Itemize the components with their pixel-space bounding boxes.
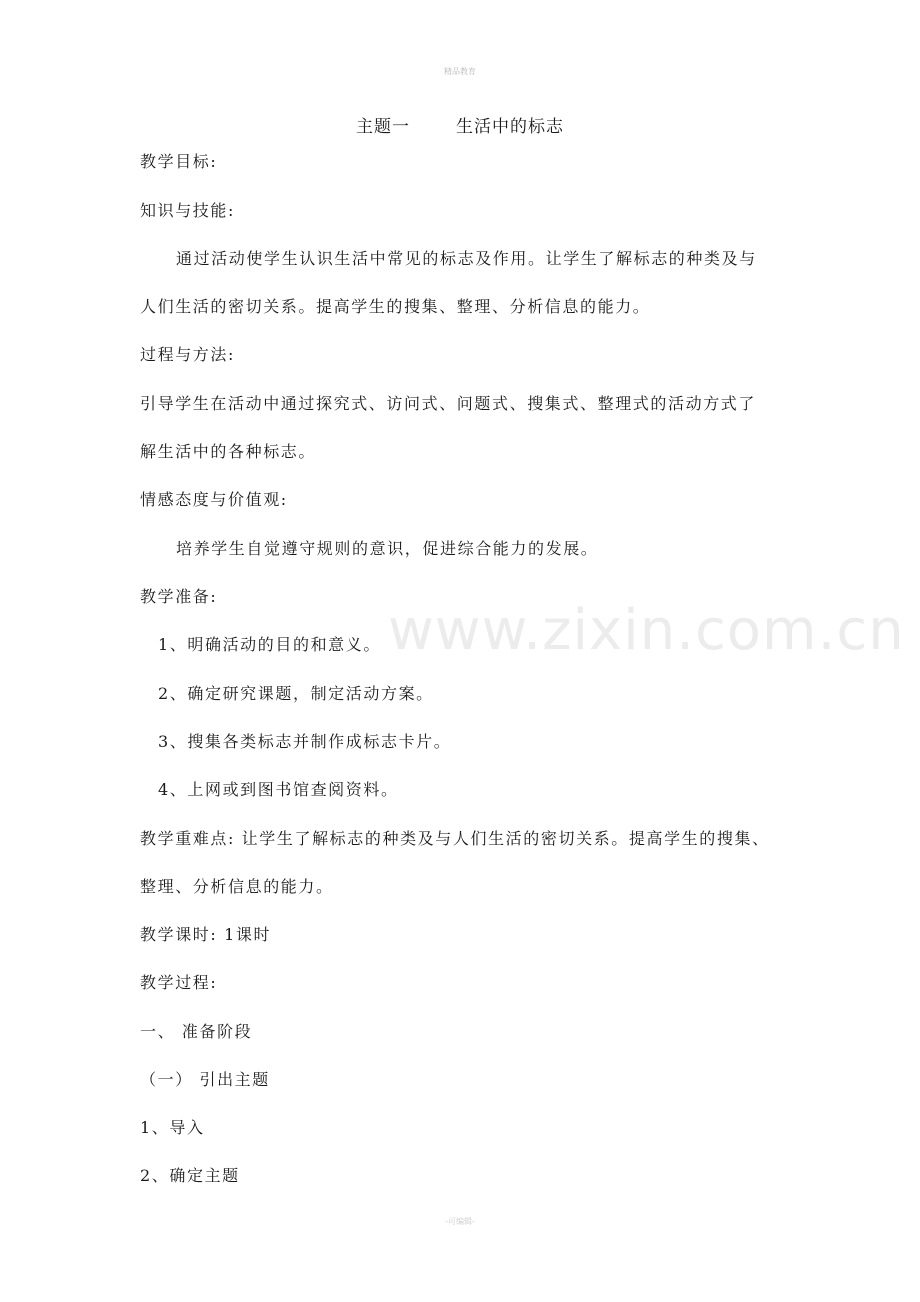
watermark: www.zixin.com.cn [388, 598, 905, 663]
heading-class-hours: 教学课时: 1课时 [140, 925, 272, 944]
paragraph-line: 通过活动使学生认识生活中常见的标志及作用。让学生了解标志的种类及与 [176, 249, 757, 268]
heading-attitude-values: 情感态度与价值观: [140, 490, 288, 509]
heading-knowledge-skills: 知识与技能: [140, 201, 235, 220]
list-item: 3、搜集各类标志并制作成标志卡片。 [158, 732, 452, 751]
list-item: 2、确定主题 [140, 1166, 240, 1185]
title-part-1: 主题一 [356, 117, 410, 137]
paragraph-line: 解生活中的各种标志。 [140, 442, 317, 461]
paragraph-line: 引导学生在活动中通过探究式、访问式、问题式、搜集式、整理式的活动方式了 [140, 394, 757, 413]
heading-teaching-goals: 教学目标: [140, 152, 218, 171]
paragraph-line: 整理、分析信息的能力。 [140, 877, 334, 896]
list-item: 4、上网或到图书馆查阅资料。 [158, 780, 399, 799]
list-item: 1、明确活动的目的和意义。 [158, 635, 381, 654]
title-part-2: 生活中的标志 [456, 117, 564, 137]
page-header: 精品教育 [444, 67, 476, 76]
paragraph-line: 人们生活的密切关系。提高学生的搜集、整理、分析信息的能力。 [140, 297, 651, 316]
heading-process-method: 过程与方法: [140, 345, 235, 364]
document-title [0, 112, 920, 137]
subsection-heading: （一） 引出主题 [140, 1070, 270, 1089]
heading-teaching-prep: 教学准备: [140, 587, 218, 606]
page-footer: -可编辑- [445, 1217, 475, 1226]
heading-teaching-process: 教学过程: [140, 973, 218, 992]
list-item: 1、导入 [140, 1118, 205, 1137]
paragraph-line: 教学重难点: 让学生了解标志的种类及与人们生活的密切关系。提高学生的搜集、 [140, 829, 770, 848]
section-heading: 一、 准备阶段 [140, 1022, 253, 1041]
paragraph-line: 培养学生自觉遵守规则的意识，促进综合能力的发展。 [176, 539, 599, 558]
list-item: 2、确定研究课题，制定活动方案。 [158, 684, 434, 703]
